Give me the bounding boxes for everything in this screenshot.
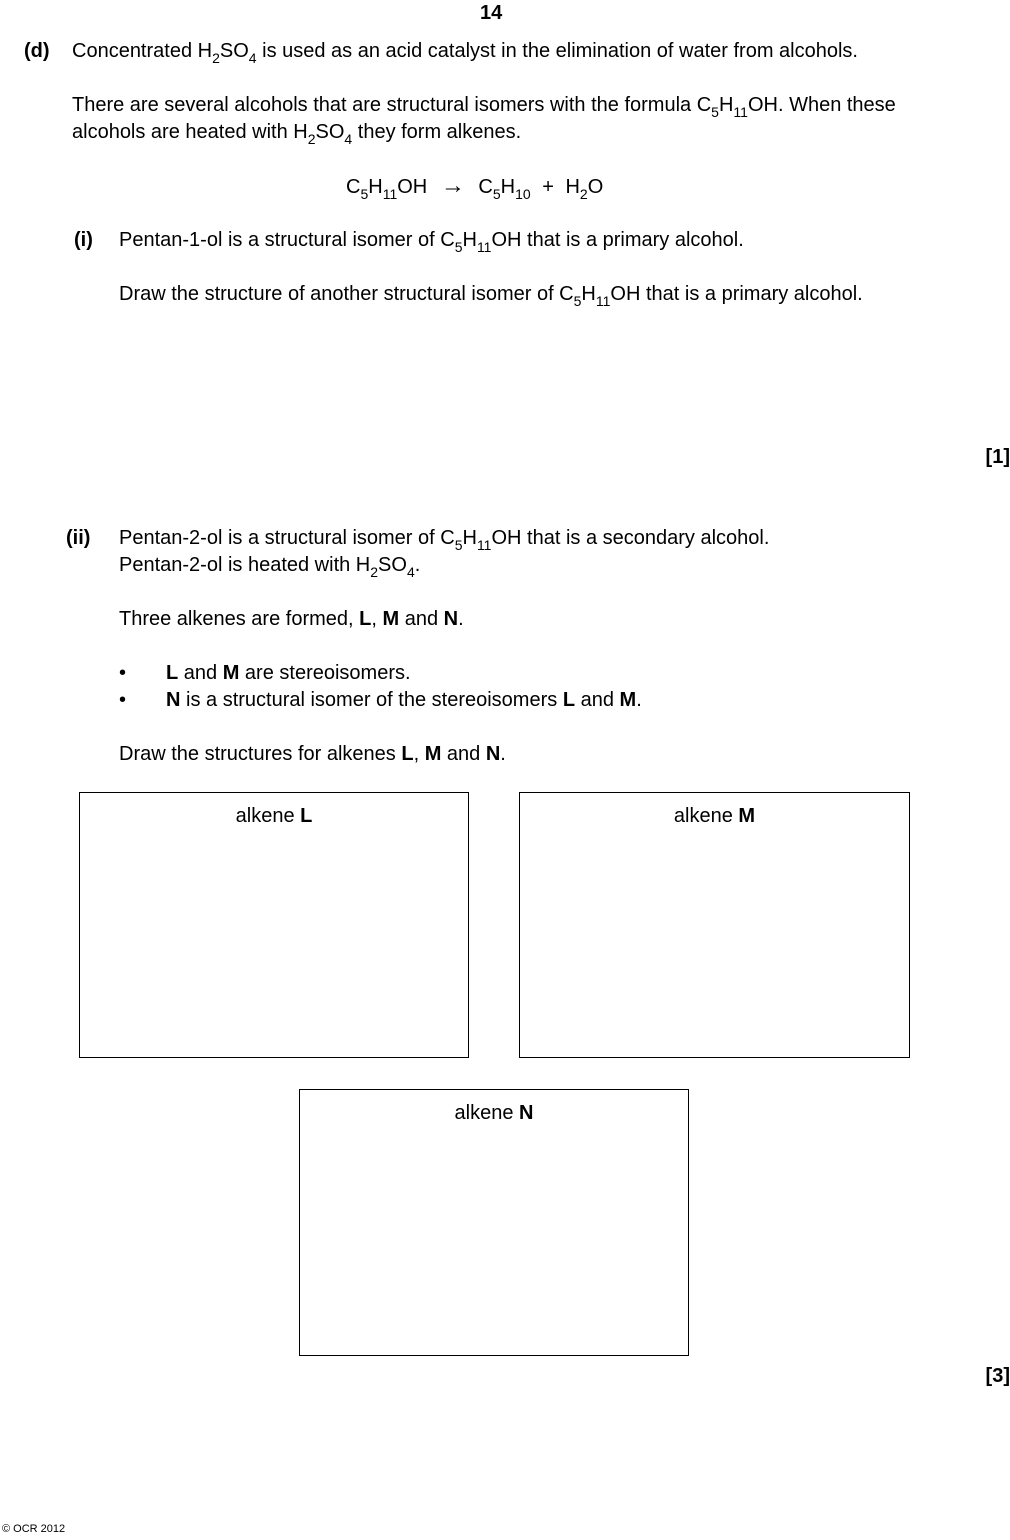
part-ii-marks: [3] [985,1365,1010,1387]
part-i-label: (i) [74,229,93,251]
part-i-line1: Pentan-1-ol is a structural isomer of $C_5H_{11}OH$ that is a primary alcohol. [119,229,744,255]
part-i-instruction: Draw the structure of another structural isomer of $C_5H_{11}OH$ that is a primary alcohol. [119,283,863,309]
copyright-footer: © OCR 2012 [2,1523,66,1535]
bullet-item-1: L and M are stereoisomers. [166,662,411,684]
bullet-icon: • [119,662,127,684]
reaction-arrow-icon: → [440,172,465,199]
part-d-label: (d) [24,40,50,62]
answer-box-title: alkene L [235,805,313,827]
answer-box-title: alkene M [673,805,756,827]
part-ii-label: (ii) [66,527,91,549]
part-d-paragraph-line2: alcohols are heated with $H_2SO_4$ they form alkenes. [72,121,522,147]
part-ii-line3: Three alkenes are formed, L, M and N. [119,608,464,630]
part-i-marks: [1] [985,446,1010,468]
part-d-intro: Concentrated $H_2SO_4$ is used as an acid catalyst in the elimination of water from alcohols. [72,40,858,66]
answer-box-alkene-L[interactable] [79,792,469,1058]
bullet-item-2: N is a structural isomer of the stereoisomers L and M. [166,689,642,711]
page-number: 14 [480,2,503,24]
part-ii-instruction: Draw the structures for alkenes L, M and N. [119,743,506,765]
part-d-paragraph-line1: There are several alcohols that are structural isomers with the formula $C_5H_{11}OH$. When these [72,94,896,120]
answer-box-alkene-N[interactable] [299,1089,689,1356]
reaction-equation: $C_5H_{11}OH \to C_5H_{10} + H_2O$ [346,172,604,202]
part-ii-line2: Pentan-2-ol is heated with $H_2SO_4$. [119,554,421,580]
answer-box-title: alkene N [454,1102,534,1124]
part-ii-line1: Pentan-2-ol is a structural isomer of $C_5H_{11}OH$ that is a secondary alcohol. [119,527,770,553]
answer-box-alkene-M[interactable] [519,792,910,1058]
bullet-icon: • [119,689,127,711]
